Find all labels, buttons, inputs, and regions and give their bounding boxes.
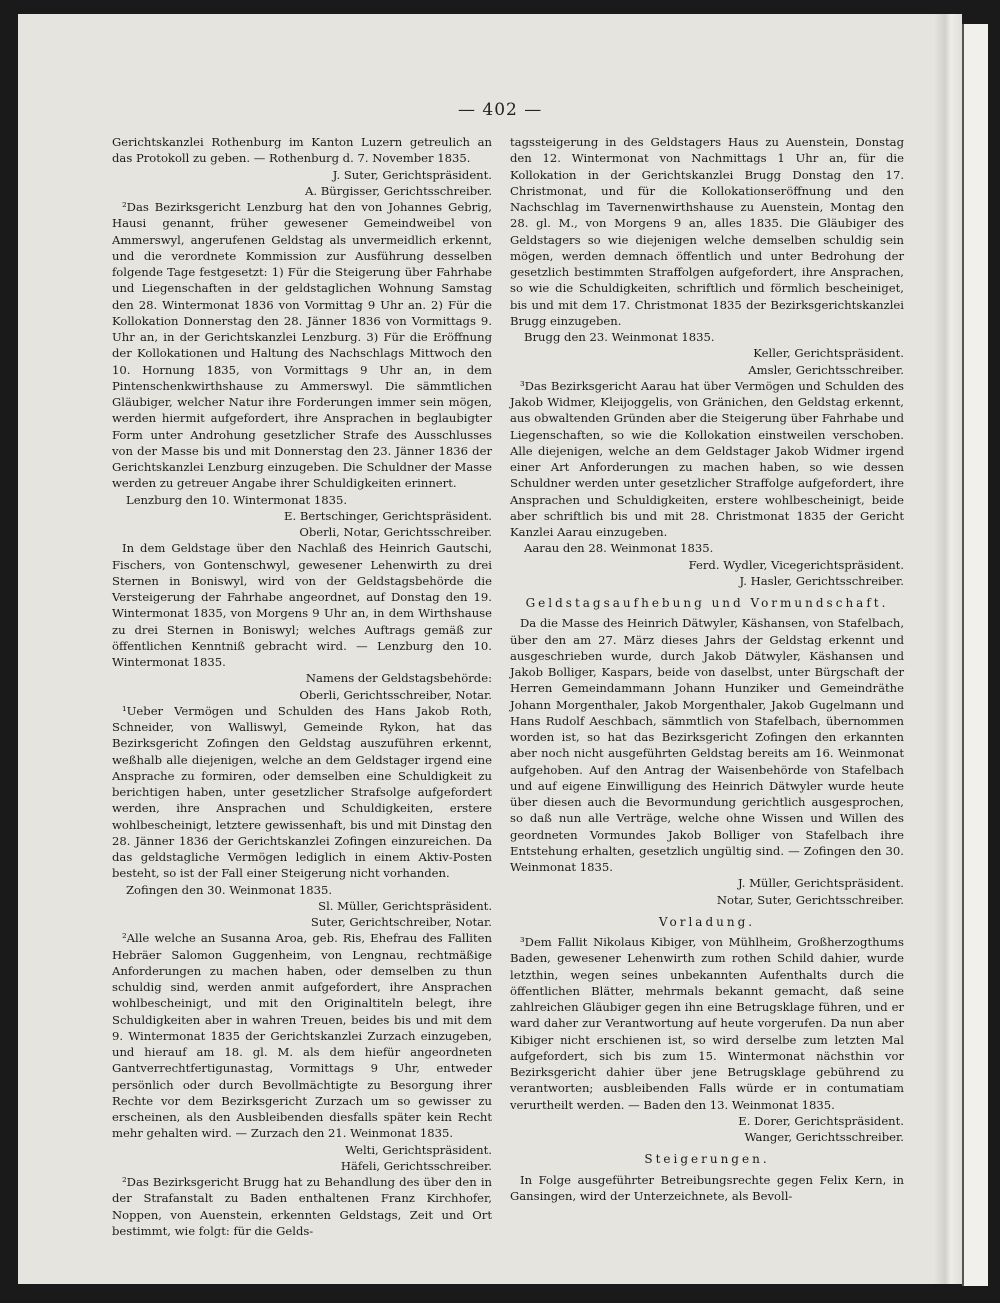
dateline: Aarau den 28. Weinmonat 1835. — [524, 541, 714, 556]
signature-line: J. Hasler, Gerichtsschreiber. — [739, 573, 904, 588]
notice-paragraph: In dem Geldstage über den Nachlaß des Heinrich Gautschi, Fischers, von Gontenschwyl, gewesener Lehenwirth zu drei Sternen in Boniswyl, wird von der Geldstagsbehörde die Versteigerung der Fahrhabe angeordnet, auf Donstag den 19. Wintermonat 1835, von Morgens 9 Uhr an, in dem Wirthshause zu drei Sternen in Boniswyl; welches Auftrags gemäß zur öffentlichen Kenntniß gebracht wird. — Lenzburg den 10. Wintermonat 1835. — [112, 541, 492, 669]
signature-line: Welti, Gerichtspräsident. — [345, 1142, 492, 1157]
continued-text: Gerichtskanzlei Rothenburg im Kanton Luzern getreulich an das Protokoll zu geben. — Rothenburg d. 7. November 1835. — [112, 135, 492, 166]
dateline: Lenzburg den 10. Wintermonat 1835. — [126, 492, 348, 507]
signature-line: A. Bürgisser, Gerichtsschreiber. — [305, 183, 492, 198]
signature-line: Amsler, Gerichtsschreiber. — [748, 362, 904, 377]
signature-line: Wanger, Gerichtsschreiber. — [744, 1130, 904, 1144]
signature-line: E. Bertschinger, Gerichtspräsident. — [284, 508, 492, 523]
signature-line: Suter, Gerichtschreiber, Notar. — [310, 915, 492, 929]
signature-line: Ferd. Wydler, Vicegerichtspräsident. — [688, 557, 904, 572]
left-column — [112, 134, 492, 1239]
page-gutter — [934, 14, 962, 1284]
signature-line: Häfeli, Gerichtsschreiber. — [340, 1158, 492, 1173]
dateline: Zofingen den 30. Weinmonat 1835. — [126, 882, 333, 897]
signature-line: Oberli, Notar, Gerichtsschreiber. — [299, 525, 492, 539]
scanned-page — [18, 14, 962, 1284]
page-number: — 402 — — [458, 100, 543, 120]
section-heading: Geldstagsaufhebung und Vormundschaft. — [525, 596, 889, 610]
notice-paragraph: ¹Ueber Vermögen und Schulden des Hans Jakob Roth, Schneider, von Walliswyl, Gemeinde Rykon, hat das Bezirksgericht Zofingen den Geldstag auszuführen erkennt, weßhalb alle diejenigen, welche an dem Geldstager irgend eine Ansprache zu formiren, oder demselben eine Schuldigkeit zu berichtigen haben, unter gesetzlicher Strafsolge aufgefordert werden, ihre Ansprachen und Schuldigkeiten, erstere wohlbescheinigt, letztere gewissenhaft, bis und mit Dinstag den 28. Jänner 1836 der Gerichtskanzlei Zofingen einzureichen. Da das geldstagliche Vermögen lediglich in einem Aktiv-Posten besteht, so ist der Fall einer Steigerung nicht vorhanden. — [112, 703, 492, 881]
right-column — [510, 134, 904, 1204]
section-heading: Steigerungen. — [644, 1152, 770, 1167]
section-heading: Vorladung. — [658, 914, 756, 929]
signature-line: Sl. Müller, Gerichtspräsident. — [318, 898, 492, 913]
next-page-edge — [962, 24, 988, 1286]
notice-paragraph: In Folge ausgeführter Betreibungsrechte gegen Felix Kern, in Gansingen, wird der Unterzeichnete, als Bevoll- — [510, 1172, 904, 1203]
dateline: Brugg den 23. Weinmonat 1835. — [524, 330, 715, 344]
notice-paragraph: ²Das Bezirksgericht Lenzburg hat den von Johannes Gebrig, Hausi genannt, früher gewesener Gemeindweibel von Ammerswyl, angerufenen Geldstag als unvermeidlich erkennt, und die verordnete Kommission zur Ausführung desselben folgende Tage festgesetzt: 1) Für die Steigerung über Fahrhabe und Liegenschaften in der geldstaglichen Wohnung Samstag den 28. Wintermonat 1836 von Vormittag 9 Uhr an. 2) Für die Kollokation Donnerstag den 28. Jänner 1836 von Vormittags 9. Uhr an, in der Gerichtskanzlei Lenzburg. 3) Für die Eröffnung der Kollokationen und Haltung des Nachschlags Mittwoch den 10. Hornung 1835, von Vormittags 9 Uhr an, in dem Pintenschenkwirthshause zu Ammerswyl. Die sämmtlichen Gläubiger, welcher Natur ihre Forderungen immer sein mögen, werden hiermit aufgefordert, ihre Ansprachen in beglaubigter Form unter Androhung gesetzlicher Strafe des Ausschlusses von der Masse bis und mit Donnerstag den 23. Jänner 1836 der Gerichtskanzlei Lenzburg einzugeben. Die Schuldner der Masse werden zu getreuer Angabe ihrer Schuldigkeiten erinnert. — [112, 200, 492, 491]
notice-paragraph: ³Dem Fallit Nikolaus Kibiger, von Mühlheim, Großherzogthums Baden, gewesener Lehenwirth zum rothen Schild dahier, wurde letzthin, wegen seines unbekannten Aufenthalts durch die öffentlichen Blätter, mehrmals bekannt gemacht, daß seine zahlreichen Gläubiger gegen ihn eine Betrugsklage führen, und er ward daher zur Verantwortung auf heute vorgerufen. Da nun aber Kibiger nicht erschienen ist, so wird derselbe zum letzten Mal aufgefordert, sich bis zum 15. Wintermonat nächsthin vor Bezirksgericht dahier über jene Betrugsklage gebührend zu verantworten; ausbleibenden Falls würde er in contumatiam verurtheilt werden. — Baden den 13. Weinmonat 1835. — [510, 935, 904, 1112]
signature-line: Namens der Geldstagsbehörde: — [305, 671, 492, 686]
notice-paragraph: ²Das Bezirksgericht Brugg hat zu Behandlung des über den in der Strafanstalt zu Baden enthaltenen Franz Kirchhofer, Noppen, von Auenstein, erkennten Geldstags, Zeit und Ort bestimmt, wie folgt: für die Gelds- — [112, 1175, 492, 1238]
signature-line: E. Dorer, Gerichtspräsident. — [738, 1113, 904, 1128]
signature-line: Keller, Gerichtspräsident. — [753, 346, 904, 361]
signature-line: Notar, Suter, Gerichtsschreiber. — [716, 892, 904, 907]
signature-line: Oberli, Gerichtsschreiber, Notar. — [299, 687, 492, 702]
notice-paragraph: ²Alle welche an Susanna Aroa, geb. Ris, Ehefrau des Falliten Hebräer Salomon Guggenheim, von Lengnau, rechtmäßige Anforderungen zu machen haben, oder demselben zu thun schuldig sind, werden anmit aufgefordert, ihre Ansprachen wohlbescheinigt, und mit den Originaltiteln belegt, ihre Schuldigkeiten aber in wahren Treuen, beides bis und mit dem 9. Wintermonat 1835 der Gerichtskanzlei Zurzach einzugeben, und hierauf am 18. gl. M. als dem hiefür angeordneten Gantverrechtfertigunastag, Vormittags 9 Uhr, entweder persönlich oder durch Bevollmächtigte zu Besorgung ihrer Rechte vor dem Bezirksgericht Zurzach um so gewisser zu erscheinen, als den Ausbleibenden diesfalls später kein Recht mehr gehalten wird. — Zurzach den 21. Weinmonat 1835. — [112, 931, 492, 1141]
continued-text: tagssteigerung in des Geldstagers Haus zu Auenstein, Donstag den 12. Wintermonat von Nachmittags 1 Uhr an, für die Kollokation in der Gerichtskanzlei Brugg Donstag den 17. Christmonat, und für die Kollokationseröffnung und den Nachschlag im Tavernenwirthshause zu Auenstein, Montag den 28. gl. M., von Morgens 9 an, alles 1835. Die Gläubiger des Geldstagers so wie diejenigen welche demselben schuldig sein mögen, werden demnach öffentlich und unter Bedrohung der gesetzlich bestimmten Straffolgen aufgefordert, ihre Ansprachen, so wie die Schuldigkeiten, schriftlich und förmlich bescheiniget, bis und mit dem 17. Christmonat 1835 der Bezirksgerichtskanzlei Brugg einzugeben. — [510, 135, 904, 328]
notice-paragraph: Da die Masse des Heinrich Dätwyler, Käshansen, von Stafelbach, über den am 27. März dieses Jahrs der Geldstag erkennt und ausgeschrieben wurde, durch Jakob Dätwyler, Käshansen und Jakob Bolliger, Kaspars, beide von daselbst, unter Bürgschaft der Herren Gemeindammann Johann Hunziker und Gemeindräthe Johann Morgenthaler, Jakob Morgenthaler, Jakob Gugelmann und Hans Rudolf Aeschbach, sämmtlich von Stafelbach, übernommen worden ist, so hat das Bezirksgericht Zofingen den erkannten aber noch nicht ausgeführten Geldstag bereits am 16. Weinmonat aufgehoben. Auf den Antrag der Waisenbehörde von Stafelbach und auf eigene Einwilligung des Heinrich Dätwyler wurde heute über diesen auch die Bevormundung gerichtlich ausgesprochen, so daß nun alle Verträge, welche ohne Wissen und Willen des geordneten Vormundes Jakob Bolliger von Stafelbach ihre Entstehung erhalten, gesetzlich ungültig sind. — Zofingen den 30. Weinmonat 1835. — [510, 616, 904, 874]
signature-line: J. Suter, Gerichtspräsident. — [332, 167, 492, 182]
signature-line: J. Müller, Gerichtspräsident. — [738, 876, 904, 891]
notice-paragraph: ³Das Bezirksgericht Aarau hat über Vermögen und Schulden des Jakob Widmer, Kleijoggelis, von Gränichen, den Geldstag erkennt, aus obwaltenden Gründen aber die Steigerung über Fahrhabe und Liegenschaften, so wie die Kollokation einstweilen verschoben. Alle diejenigen, welche an dem Geldstager Jakob Widmer irgend einer Art Anforderungen zu machen haben, so wie dessen Schuldner werden unter gesetzlicher Straffolge aufgefordert, ihre Ansprachen und Schuldigkeiten, erstere wohlbescheinigt, beide aber schriftlich bis und mit 28. Christmonat 1835 der Gericht Kanzlei Aarau einzugeben. — [510, 378, 904, 539]
